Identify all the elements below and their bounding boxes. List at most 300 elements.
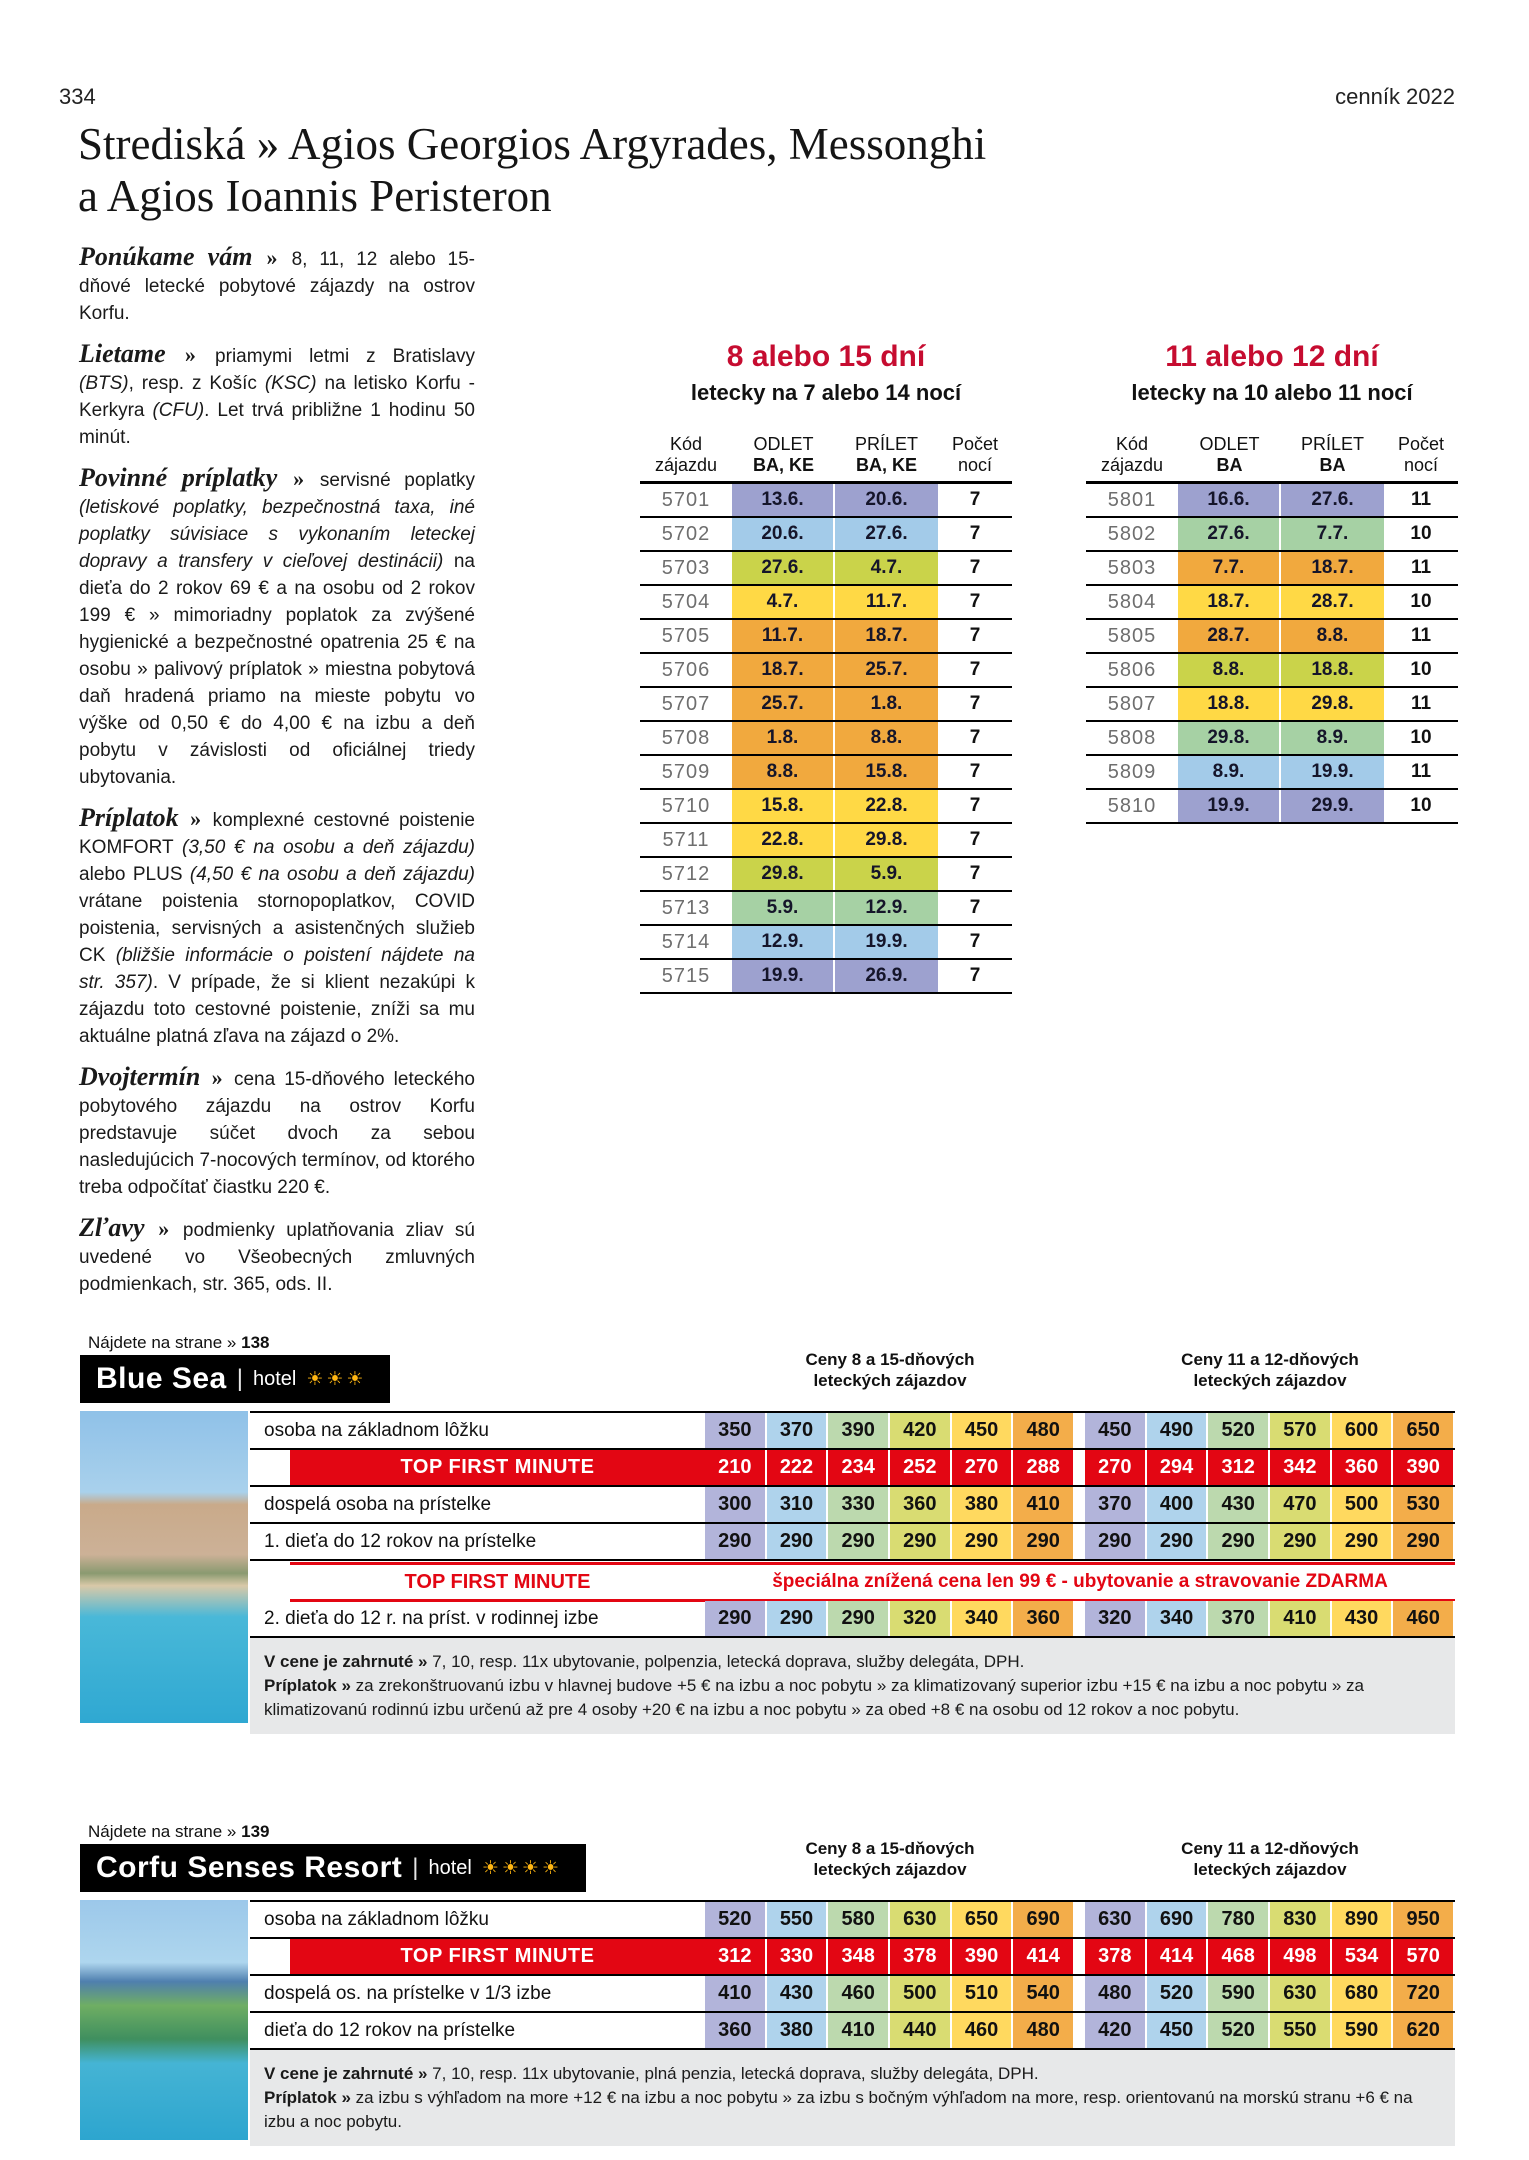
hotel-price-table (250, 1900, 1455, 2146)
tour-code: 5707 (661, 693, 711, 715)
page-reference (88, 1822, 269, 1842)
departure-date: 29.8. (1178, 722, 1281, 754)
price-cell: 410 (1270, 1601, 1332, 1636)
price-cell: 290 (1208, 1524, 1270, 1559)
price-cell: 950 (1393, 1902, 1455, 1937)
price-cell: 430 (1332, 1601, 1394, 1636)
price-cell: 300 (705, 1487, 767, 1522)
tour-code: 5710 (661, 795, 711, 817)
price-row (250, 1487, 1455, 1524)
column-header (732, 434, 835, 481)
nights-count: 7 (969, 523, 981, 544)
flight-row (640, 790, 1012, 824)
flight-row (1086, 518, 1458, 552)
price-group-header-11-12: Ceny 11 a 12-dňových leteckých zájazdov (1181, 1350, 1359, 1390)
price-group-header-11-12: Ceny 11 a 12-dňových leteckých zájazdov (1181, 1839, 1359, 1879)
paragraph-text: (3,50 € na osobu a deň zájazdu) (182, 837, 475, 858)
nights-count: 7 (969, 659, 981, 680)
nights-count: 7 (969, 557, 981, 578)
price-row-label: osoba na základnom lôžku (264, 1419, 489, 1441)
departure-date: 8.8. (1178, 654, 1281, 686)
page-title (78, 118, 1088, 222)
price-cell: 480 (1013, 1413, 1075, 1448)
price-cell: 414 (1013, 1939, 1075, 1974)
flight-table-header (1086, 434, 1458, 484)
column-header-line2: nocí (957, 455, 993, 475)
paragraph-text: (BTS) (79, 373, 129, 394)
departure-date: 12.9. (732, 926, 835, 958)
price-cell: 290 (705, 1601, 767, 1636)
price-row-label: dieťa do 12 rokov na prístelke (264, 2019, 516, 2041)
hotel-name-band (80, 1355, 390, 1403)
divider: | (412, 1854, 419, 1881)
arrival-date: 11.7. (835, 586, 938, 618)
nights-count: 11 (1410, 625, 1432, 646)
price-cell: 370 (767, 1413, 829, 1448)
page-number: 334 (59, 84, 96, 109)
price-cell: 420 (1085, 2013, 1147, 2048)
price-cell: 390 (828, 1413, 890, 1448)
price-cell: 234 (828, 1450, 890, 1485)
special-offer-message: špeciálna znížená cena len 99 € - ubytovanie a stravovanie ZDARMA (772, 1571, 1388, 1592)
paragraph-text: . Let trvá približne 1 hodinu 50 minút. (79, 400, 475, 448)
price-cell: 312 (1208, 1450, 1270, 1485)
chevron-separator: » (254, 245, 290, 270)
nights-count: 7 (969, 965, 981, 986)
price-cell: 400 (1147, 1487, 1209, 1522)
price-row (250, 2013, 1455, 2050)
nights-count: 10 (1410, 727, 1432, 748)
price-cell: 222 (767, 1450, 829, 1485)
price-cell: 370 (1085, 1487, 1147, 1522)
price-cell: 330 (828, 1487, 890, 1522)
nights-count: 7 (969, 863, 981, 884)
arrival-date: 18.7. (835, 620, 938, 652)
paragraph-text: (KSC) (264, 373, 317, 394)
price-notes (250, 1638, 1455, 1734)
flight-table-subtitle: letecky na 10 alebo 11 nocí (1131, 380, 1413, 405)
departure-date: 19.9. (732, 960, 835, 992)
arrival-date: 29.8. (835, 824, 938, 856)
nights-count: 7 (969, 693, 981, 714)
price-cell: 450 (1085, 1413, 1147, 1448)
flight-row (640, 824, 1012, 858)
info-paragraph (79, 1214, 475, 1298)
column-header (938, 434, 1012, 481)
info-column (79, 243, 475, 1311)
special-offer-row (250, 1561, 1455, 1601)
price-cell: 290 (890, 1524, 952, 1559)
note-line (264, 1650, 1435, 1674)
arrival-date: 29.8. (1281, 688, 1384, 720)
price-group-header-8-15: Ceny 8 a 15-dňových leteckých zájazdov (805, 1350, 975, 1390)
nights-count: 7 (969, 761, 981, 782)
price-cell: 312 (705, 1939, 767, 1974)
tour-code: 5807 (1107, 693, 1157, 715)
price-cell: 270 (1085, 1450, 1147, 1485)
column-header (1086, 434, 1178, 481)
price-cell: 360 (890, 1487, 952, 1522)
hotel-photo (80, 1411, 248, 1723)
group-gap (1075, 2013, 1085, 2048)
info-paragraph (79, 1063, 475, 1201)
arrival-date: 19.9. (1281, 756, 1384, 788)
price-cell: 290 (1393, 1524, 1455, 1559)
column-header-line1: ODLET (1199, 434, 1260, 454)
price-cell: 290 (828, 1601, 890, 1636)
price-cell: 460 (1393, 1601, 1455, 1636)
column-header-line2: BA, KE (855, 455, 917, 475)
departure-date: 15.8. (732, 790, 835, 822)
note-text: za izbu s výhľadom na more +12 € na izbu a noc pobytu » za izbu s bočným výhľadom na more, resp. orientovanú na morskú stranu +6 € na izbu a noc pobytu. (264, 2088, 1413, 2131)
flight-row (1086, 790, 1458, 824)
hotel-price-table (250, 1411, 1455, 1734)
paragraph-text: alebo PLUS (79, 864, 190, 885)
top-first-minute-label-wrap (250, 1450, 705, 1485)
column-header-line1: Kód (669, 434, 703, 454)
price-cell: 520 (1147, 1976, 1209, 2011)
price-row-label: dospelá os. na prístelke v 1/3 izbe (264, 1982, 552, 2004)
nights-count: 7 (969, 897, 981, 918)
arrival-date: 1.8. (835, 688, 938, 720)
price-cell: 520 (705, 1902, 767, 1937)
price-row-label: osoba na základnom lôžku (264, 1908, 489, 1930)
tour-code: 5708 (661, 727, 711, 749)
column-header-line2: nocí (1403, 455, 1439, 475)
column-header (1384, 434, 1458, 481)
price-cell: 530 (1393, 1487, 1455, 1522)
arrival-date: 27.6. (835, 518, 938, 550)
paragraph-lead: Príplatok (79, 803, 179, 832)
price-cell: 310 (767, 1487, 829, 1522)
price-cell: 590 (1332, 2013, 1394, 2048)
tour-code: 5809 (1107, 761, 1157, 783)
column-header-line1: Počet (1397, 434, 1445, 454)
arrival-date: 12.9. (835, 892, 938, 924)
group-gap (1075, 1524, 1085, 1559)
spacer (250, 1939, 290, 1974)
price-cell: 290 (1085, 1524, 1147, 1559)
price-row-label: dospelá osoba na prístelke (264, 1493, 492, 1515)
price-cell: 590 (1208, 1976, 1270, 2011)
tour-code: 5703 (661, 557, 711, 579)
price-cell: 550 (767, 1902, 829, 1937)
note-text: 7, 10, resp. 11x ubytovanie, polpenzia, letecká doprava, služby delegáta, DPH. (427, 1652, 1025, 1671)
departure-date: 18.7. (732, 654, 835, 686)
flight-row (640, 620, 1012, 654)
hotel-name: Corfu Senses Resort (96, 1851, 403, 1884)
departure-date: 25.7. (732, 688, 835, 720)
price-cell: 270 (952, 1450, 1014, 1485)
arrival-date: 18.7. (1281, 552, 1384, 584)
column-header-line1: PRÍLET (854, 434, 919, 454)
column-header-line1: ODLET (753, 434, 814, 454)
price-cell: 480 (1013, 2013, 1075, 2048)
price-cell: 510 (952, 1976, 1014, 2011)
arrival-date: 18.8. (1281, 654, 1384, 686)
paragraph-lead: Ponúkame vám (79, 242, 253, 271)
price-cell: 290 (1013, 1524, 1075, 1559)
group-gap (1075, 1902, 1085, 1937)
flight-row (640, 722, 1012, 756)
column-header (1178, 434, 1281, 481)
paragraph-text: podmienky uplatňovania zliav sú uvedené vo Všeobecných zmluvných podmienkach, str. 365, ods. II. (79, 1220, 475, 1295)
info-paragraph (79, 464, 475, 791)
nights-count: 11 (1410, 693, 1432, 714)
nights-count: 10 (1410, 795, 1432, 816)
group-gap (1075, 1450, 1085, 1485)
column-header (640, 434, 732, 481)
departure-date: 28.7. (1178, 620, 1281, 652)
flight-row (640, 926, 1012, 960)
tour-code: 5713 (661, 897, 711, 919)
paragraph-text: na dieťa do 2 rokov 69 € a na osobu od 2 rokov 199 € » mimoriadny poplatok za zvýšené hygienické a bezpečnostné opatrenia 25 € na osobu » palivový príplatok » miestna pobytová daň hradená priamo na mieste pobytu vo výške od 0,50 € do 4,00 € na izbu a deň pobytu v závislosti od oficiálnej triedy ubytovania. (79, 551, 475, 788)
column-header-line1: Kód (1115, 434, 1149, 454)
price-cell: 342 (1270, 1450, 1332, 1485)
price-cell: 390 (952, 1939, 1014, 1974)
departure-date: 16.6. (1178, 484, 1281, 516)
price-cell: 378 (1085, 1939, 1147, 1974)
tour-code: 5801 (1107, 489, 1157, 511)
page-reference-label: Nájdete na strane » (88, 1822, 242, 1841)
arrival-date: 28.7. (1281, 586, 1384, 618)
price-cell: 320 (890, 1601, 952, 1636)
price-cell: 650 (952, 1902, 1014, 1937)
arrival-date: 27.6. (1281, 484, 1384, 516)
column-header-line2: zájazdu (654, 455, 718, 475)
chevron-separator: » (202, 1065, 232, 1090)
column-header (1281, 434, 1384, 481)
flight-row (640, 960, 1012, 994)
price-row (250, 1524, 1455, 1561)
departure-date: 20.6. (732, 518, 835, 550)
arrival-date: 20.6. (835, 484, 938, 516)
price-cell: 460 (952, 2013, 1014, 2048)
nights-count: 11 (1410, 761, 1432, 782)
flight-table-8-15-days (640, 340, 1012, 994)
departure-date: 8.8. (732, 756, 835, 788)
paragraph-text: , resp. z Košíc (128, 373, 265, 394)
column-header-line1: PRÍLET (1300, 434, 1365, 454)
spacer (250, 1450, 290, 1485)
flight-table-11-12-days (1086, 340, 1458, 824)
paragraph-text: . V prípade, že si klient nezakúpi k zájazdu toto cestovné poistenie, zníži sa mu aktuálne platná zľava na zájazd o 2%. (79, 972, 475, 1047)
price-group-header-8-15: Ceny 8 a 15-dňových leteckých zájazdov (805, 1839, 975, 1879)
paragraph-text: na letisko Korfu - Kerkyra (79, 373, 475, 421)
paragraph-text: (CFU) (152, 400, 205, 421)
price-cell: 690 (1013, 1902, 1075, 1937)
column-header-line2: zájazdu (1100, 455, 1164, 475)
paragraph-lead: Zľavy (79, 1213, 145, 1242)
price-cell: 410 (705, 1976, 767, 2011)
flight-row (1086, 688, 1458, 722)
flight-row (640, 688, 1012, 722)
price-cell: 498 (1270, 1939, 1332, 1974)
departure-date: 18.8. (1178, 688, 1281, 720)
departure-date: 1.8. (732, 722, 835, 754)
hotel-section-blue-sea (79, 1333, 1456, 1733)
nights-count: 7 (969, 591, 981, 612)
departure-date: 5.9. (732, 892, 835, 924)
price-cell: 330 (767, 1939, 829, 1974)
departure-date: 4.7. (732, 586, 835, 618)
price-row-label: 2. dieťa do 12 r. na príst. v rodinnej izbe (264, 1607, 599, 1629)
flight-table-header (640, 434, 1012, 484)
flight-row (1086, 484, 1458, 518)
page-title-line2: a Agios Ioannis Peristeron (78, 171, 552, 222)
chevron-separator: » (180, 806, 211, 831)
arrival-date: 25.7. (835, 654, 938, 686)
note-text: za zrekonštruovanú izbu v hlavnej budove +5 € na izbu a noc pobytu » za klimatizovaný superior izbu +15 € na izbu a noc pobytu » za klimatizovanú rodinnú izbu určenú až pre 4 osoby +20 € na izbu a noc pobytu » za obed +8 € na osobu od 12 rokov a noc pobytu. (264, 1676, 1364, 1719)
price-cell: 500 (1332, 1487, 1394, 1522)
price-cell: 290 (705, 1524, 767, 1559)
arrival-date: 22.8. (835, 790, 938, 822)
price-cell: 290 (767, 1524, 829, 1559)
price-cell: 340 (1147, 1601, 1209, 1636)
page-title-line1: Strediská » Agios Georgios Argyrades, Messonghi (78, 119, 987, 169)
departure-date: 18.7. (1178, 586, 1281, 618)
departure-date: 22.8. (732, 824, 835, 856)
nights-count: 10 (1410, 591, 1432, 612)
hotel-category: hotel (428, 1856, 472, 1879)
price-cell: 370 (1208, 1601, 1270, 1636)
tour-code: 5705 (661, 625, 711, 647)
hotel-name: Blue Sea (96, 1362, 227, 1395)
group-gap (1075, 1413, 1085, 1448)
price-cell: 520 (1208, 2013, 1270, 2048)
paragraph-lead: Lietame (79, 339, 166, 368)
departure-date: 27.6. (732, 552, 835, 584)
price-cell: 288 (1013, 1450, 1075, 1485)
top-first-minute-label: TOP FIRST MINUTE (404, 1570, 591, 1593)
departure-date: 29.8. (732, 858, 835, 890)
price-cell: 210 (705, 1450, 767, 1485)
hotel-name-band (80, 1844, 586, 1892)
price-cell: 440 (890, 2013, 952, 2048)
nights-count: 7 (969, 489, 981, 510)
price-cell: 340 (952, 1601, 1014, 1636)
nights-count: 7 (969, 625, 981, 646)
price-cell: 450 (1147, 2013, 1209, 2048)
nights-count: 10 (1410, 659, 1432, 680)
hotel-category: hotel (252, 1367, 297, 1390)
price-cell: 410 (1013, 1487, 1075, 1522)
price-cell: 294 (1147, 1450, 1209, 1485)
price-cell: 460 (828, 1976, 890, 2011)
price-cell: 290 (828, 1524, 890, 1559)
page-reference (88, 1333, 269, 1353)
price-cell: 390 (1393, 1450, 1455, 1485)
page-reference-label: Nájdete na strane » (88, 1333, 242, 1352)
arrival-date: 26.9. (835, 960, 938, 992)
page-reference-number: 138 (241, 1333, 270, 1352)
tour-code: 5803 (1107, 557, 1157, 579)
departure-date: 11.7. (732, 620, 835, 652)
departure-date: 8.9. (1178, 756, 1281, 788)
arrival-date: 15.8. (835, 756, 938, 788)
page-reference-number: 139 (241, 1822, 270, 1841)
departure-date: 13.6. (732, 484, 835, 516)
price-row (250, 1601, 1455, 1638)
info-paragraph (79, 340, 475, 451)
price-cell: 414 (1147, 1939, 1209, 1974)
flight-row (640, 892, 1012, 926)
group-gap (1075, 1939, 1085, 1974)
top-first-minute-label: TOP FIRST MINUTE (290, 1450, 705, 1485)
price-cell: 600 (1332, 1413, 1394, 1448)
flight-row (640, 858, 1012, 892)
price-cell: 430 (767, 1976, 829, 2011)
flight-row (1086, 620, 1458, 654)
tour-code: 5702 (661, 523, 711, 545)
price-cell: 500 (890, 1976, 952, 2011)
price-cell: 430 (1208, 1487, 1270, 1522)
star-rating-icons: ☀☀☀☀ (481, 1857, 562, 1879)
price-cell: 450 (952, 1413, 1014, 1448)
price-cell: 534 (1332, 1939, 1394, 1974)
price-cell: 720 (1393, 1976, 1455, 2011)
nights-count: 11 (1410, 489, 1432, 510)
arrival-date: 7.7. (1281, 518, 1384, 550)
price-cell: 360 (1013, 1601, 1075, 1636)
top-first-minute-label-wrap (250, 1939, 705, 1974)
tour-code: 5715 (661, 965, 711, 987)
nights-count: 7 (969, 931, 981, 952)
flight-row (640, 756, 1012, 790)
arrival-date: 8.8. (835, 722, 938, 754)
price-cell: 890 (1332, 1902, 1394, 1937)
price-cell: 480 (1085, 1976, 1147, 2011)
paragraph-text: (bližšie informácie o poistení nájdete na str. 357) (79, 945, 475, 993)
flight-row (640, 586, 1012, 620)
tour-code: 5709 (661, 761, 711, 783)
price-cell: 290 (767, 1601, 829, 1636)
note-lead: V cene je zahrnuté » (264, 2064, 428, 2083)
price-cell: 378 (890, 1939, 952, 1974)
price-cell: 290 (1147, 1524, 1209, 1559)
price-row-label: 1. dieťa do 12 rokov na prístelke (264, 1530, 537, 1552)
price-cell: 290 (1270, 1524, 1332, 1559)
info-paragraph (79, 243, 475, 327)
price-cell: 540 (1013, 1976, 1075, 2011)
price-notes (250, 2050, 1455, 2146)
price-cell: 630 (890, 1902, 952, 1937)
price-cell: 360 (705, 2013, 767, 2048)
price-cell: 320 (1085, 1601, 1147, 1636)
nights-count: 7 (969, 795, 981, 816)
flight-table-title: 8 alebo 15 dní (726, 340, 926, 373)
info-paragraph (79, 804, 475, 1050)
tour-code: 5808 (1107, 727, 1157, 749)
hotel-photo (80, 1900, 248, 2140)
price-row (250, 1976, 1455, 2013)
paragraph-text: priamymi letmi z Bratislavy (215, 346, 476, 367)
arrival-date: 19.9. (835, 926, 938, 958)
note-line (264, 2062, 1435, 2086)
flight-row (1086, 722, 1458, 756)
flight-row (1086, 654, 1458, 688)
arrival-date: 4.7. (835, 552, 938, 584)
note-line (264, 2086, 1435, 2134)
tour-code: 5714 (661, 931, 711, 953)
column-header-line2: BA, KE (752, 455, 814, 475)
price-cell: 290 (1332, 1524, 1394, 1559)
price-cell: 420 (890, 1413, 952, 1448)
paragraph-text: 8, 11, 12 alebo 15-dňové letecké pobytové zájazdy na ostrov Korfu. (79, 249, 476, 324)
departure-date: 7.7. (1178, 552, 1281, 584)
price-cell: 680 (1332, 1976, 1394, 2011)
note-lead: Príplatok » (264, 1676, 351, 1695)
